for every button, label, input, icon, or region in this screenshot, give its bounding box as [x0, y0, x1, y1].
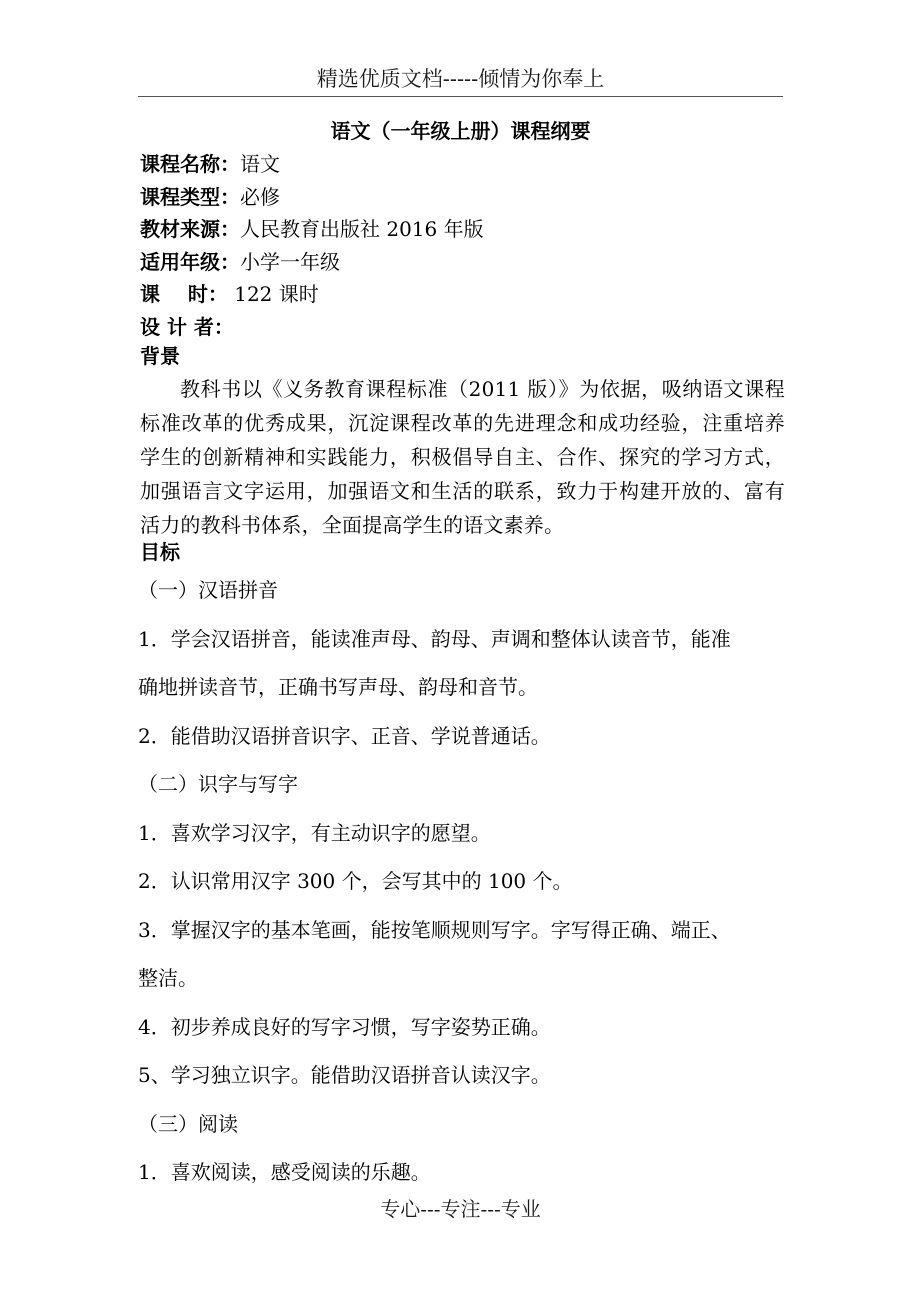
course-name-label: 课程名称： [140, 152, 240, 176]
textbook-source-row [140, 213, 785, 246]
course-type-row [140, 181, 785, 214]
designer-label: 设 计 者： [140, 314, 234, 339]
class-hours-label: 课 时： [140, 282, 228, 307]
grade-label: 适用年级： [140, 249, 240, 274]
background-paragraph: 教科书以《义务教育课程标准（2011 版）》为依据，吸纳语文课程标准改革的优秀成果，沉淀课程改革的先进理念和成功经验，注重培养学生的创新精神和实践能力，积极倡导自主、合作、探究的学习方式，加强语言文字运用，加强语文和生活的联系，致力于构建开放的、富有活力的教科书体系，全面提高学生的语文素养。 [140, 377, 785, 537]
course-info [140, 148, 785, 344]
header-divider [138, 96, 783, 97]
goal-item: 2．认识常用汉字 300 个，会写其中的 100 个。 [138, 869, 573, 893]
class-hours-value: 122 课时 [227, 282, 319, 307]
grade-row [140, 246, 785, 279]
goal-section-characters: （二）识字与写字 [138, 772, 298, 796]
page-footer: 专心---专注---专业 [380, 1197, 541, 1221]
goal-item-continued: 确地拼读音节，正确书写声母、韵母和音节。 [138, 675, 538, 699]
page-header: 精选优质文档-----倾情为你奉上 [316, 67, 605, 91]
course-type-label: 课程类型： [140, 184, 240, 209]
goal-item: 1．学会汉语拼音，能读准声母、韵母、声调和整体认读音节，能准 [138, 626, 731, 651]
goal-item: 4．初步养成良好的写字习惯，写字姿势正确。 [138, 1014, 551, 1039]
goals-heading: 目标 [140, 540, 180, 564]
background-heading: 背景 [140, 344, 180, 368]
goals-list [138, 570, 786, 1201]
class-hours-row [140, 278, 785, 311]
grade-value: 小学一年级 [240, 249, 340, 274]
goal-item: 5、学习独立识字。能借助汉语拼音认读汉字。 [138, 1063, 551, 1087]
goal-item-continued: 整洁。 [138, 966, 198, 990]
course-name-value: 语文 [240, 152, 280, 176]
goal-item: 1．喜欢阅读，感受阅读的乐趣。 [138, 1160, 431, 1184]
goal-item: 2．能借助汉语拼音识字、正音、学说普通话。 [138, 723, 551, 748]
textbook-source-label: 教材来源： [140, 217, 240, 242]
document-title: 语文（一年级上册）课程纲要 [330, 119, 591, 143]
goal-section-pinyin: （一）汉语拼音 [138, 578, 278, 602]
goal-item: 1．喜欢学习汉字，有主动识字的愿望。 [138, 820, 491, 845]
course-name-row [140, 148, 785, 181]
goal-section-reading: （三）阅读 [138, 1111, 238, 1136]
goal-item: 3．掌握汉字的基本笔画，能按笔顺规则写字。字写得正确、端正、 [138, 917, 731, 942]
designer-row [140, 311, 785, 344]
textbook-source-value: 人民教育出版社 2016 年版 [240, 217, 484, 242]
course-type-value: 必修 [240, 184, 280, 209]
